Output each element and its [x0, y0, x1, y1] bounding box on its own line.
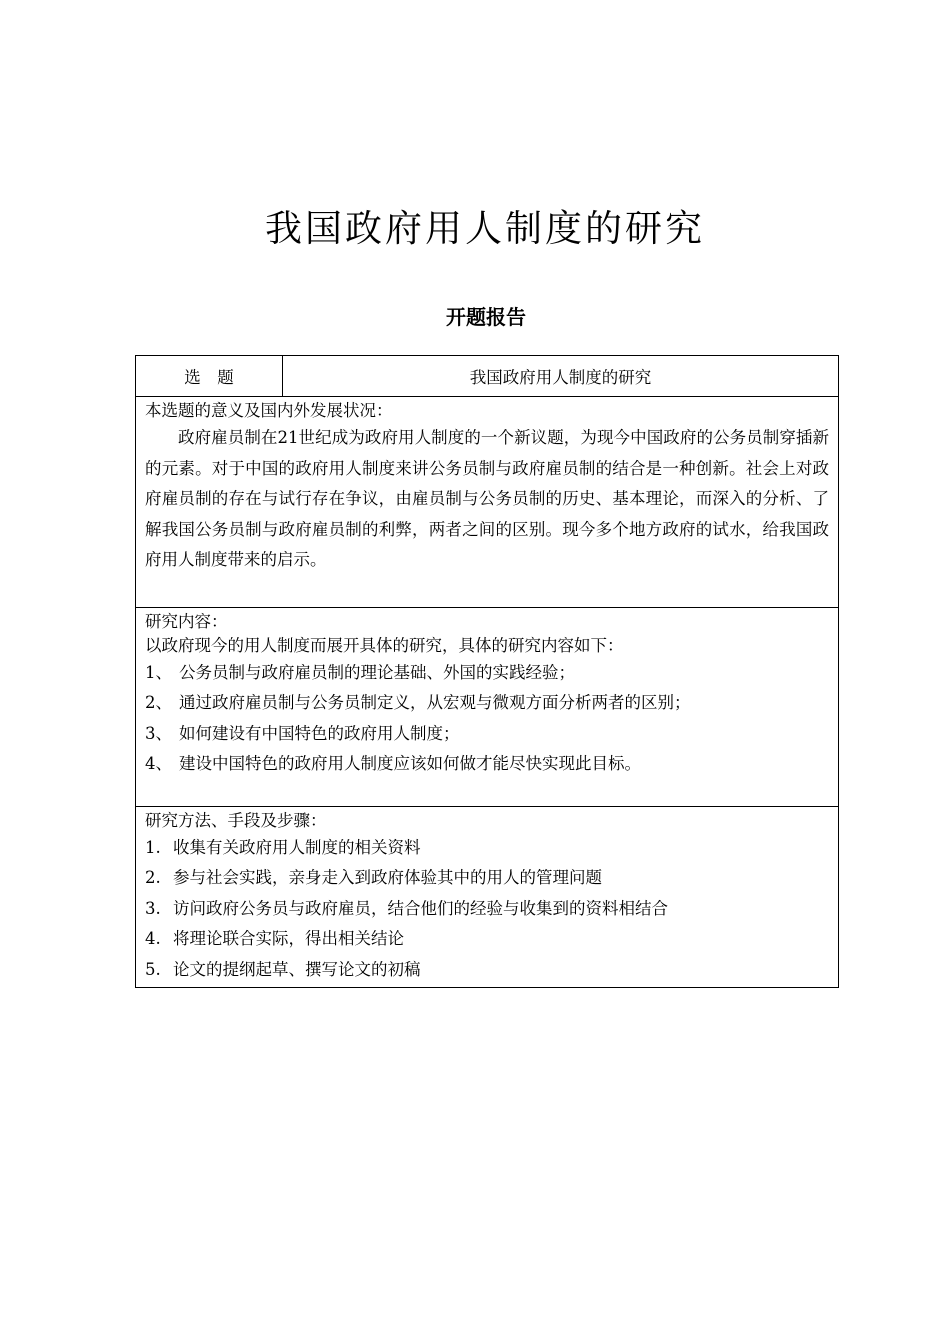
list-item: [145, 863, 829, 893]
list-item: [145, 833, 829, 863]
list-text: 建设中国特色的政府用人制度应该如何做才能尽快实现此目标。: [179, 754, 641, 774]
content-heading: 研究内容：: [145, 612, 228, 631]
list-item: [145, 749, 829, 779]
list-text: 访问政府公务员与政府雇员，结合他们的经验与收集到的资料相结合: [173, 898, 668, 918]
topic-value-cell: [283, 356, 839, 397]
list-text: 公务员制与政府雇员制的理论基础、外国的实践经验；: [179, 663, 575, 682]
list-number: 4、: [145, 754, 172, 774]
significance-section: [136, 397, 839, 608]
list-text: 将理论联合实际，得出相关结论: [173, 929, 404, 949]
list-item: [145, 955, 829, 985]
topic-label-cell: [136, 356, 283, 397]
list-text: 如何建设有中国特色的政府用人制度；: [179, 723, 460, 743]
list-item: [145, 924, 829, 954]
topic-row: [136, 356, 839, 397]
report-table: [135, 355, 839, 988]
content-intro: 以政府现今的用人制度而展开具体的研究，具体的研究内容如下：: [145, 636, 624, 655]
significance-row: [136, 397, 839, 608]
methods-section: [136, 807, 839, 988]
methods-list: [145, 833, 829, 985]
methods-heading: 研究方法、手段及步骤：: [145, 811, 327, 830]
significance-paragraph: 政府雇员制在21世纪成为政府用人制度的一个新议题，为现今中国政府的公务员制穿插新的元素。对于中国的政府用人制度来讲公务员制与政府雇员制的结合是一种创新。社会上对政府雇员制的存在与试行存在争议，由雇员制与公务员制的历史、基本理论，而深入的分析、了解我国公务员制与政府雇员制的利弊，两者之间的区别。现今多个地方政府的试水，给我国政府用人制度带来的启示。: [145, 428, 829, 570]
list-item: [145, 894, 829, 924]
list-number: 3、: [145, 723, 172, 743]
content-list: [145, 658, 829, 780]
list-number: 2、: [145, 693, 172, 713]
list-number: 2.: [145, 868, 161, 888]
methods-row: [136, 807, 839, 988]
list-text: 论文的提纲起草、撰写论文的初稿: [173, 959, 421, 979]
list-number: 5.: [145, 959, 161, 979]
list-text: 通过政府雇员制与公务员制定义，从宏观与微观方面分析两者的区别；: [179, 693, 691, 713]
list-text: 参与社会实践，亲身走入到政府体验其中的用人的管理问题: [173, 868, 602, 888]
list-item: [145, 658, 829, 688]
topic-label: 选 题: [184, 368, 234, 387]
list-item: [145, 719, 829, 749]
significance-heading: 本选题的意义及国内外发展状况：: [145, 401, 393, 420]
topic-value: 我国政府用人制度的研究: [469, 368, 652, 387]
list-item: [145, 688, 829, 718]
document-subtitle: 开题报告: [446, 305, 526, 329]
content-section: [136, 608, 839, 807]
list-number: 1.: [145, 838, 161, 857]
list-number: 1、: [145, 663, 172, 682]
list-number: 4.: [145, 929, 161, 949]
list-number: 3.: [145, 898, 161, 918]
document-title: 我国政府用人制度的研究: [265, 207, 705, 250]
list-text: 收集有关政府用人制度的相关资料: [173, 838, 421, 857]
content-row: [136, 608, 839, 807]
